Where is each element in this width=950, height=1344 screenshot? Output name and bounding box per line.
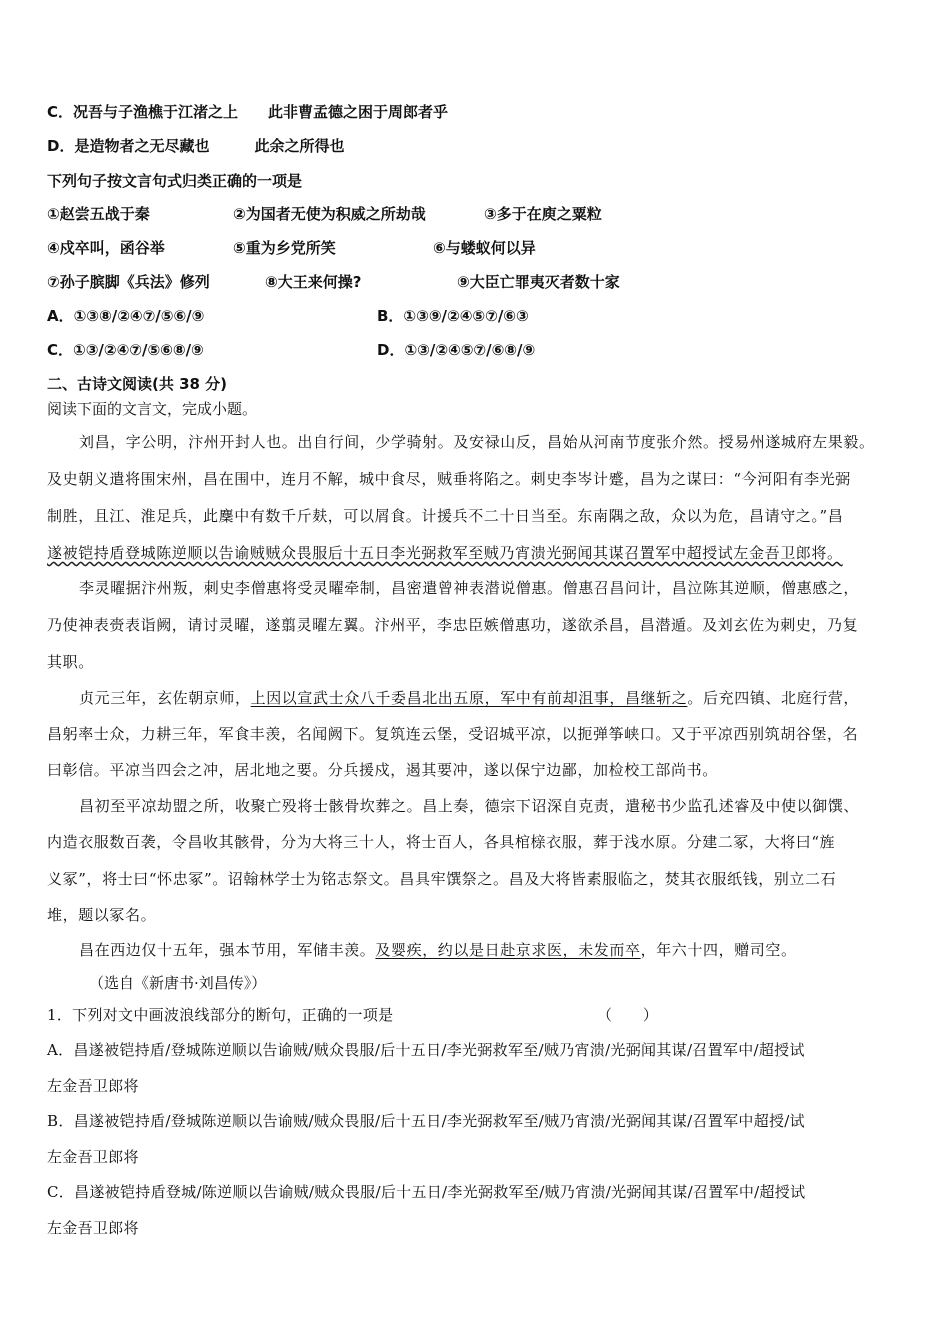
passage-p4-line2: 内造衣服数百袭，令昌收其骸骨，分为大将三十人，将士百人，各具棺榇衣服，葬于浅水原。分建二冢，大将曰“旌 <box>47 833 836 851</box>
passage-p3-line2: 昌躬率士众，力耕三年，军食丰羡，名闻阙下。复筑连云堡，受诏城平凉，以扼弹筝峡口。又于平凉西别筑胡谷堡，名 <box>47 725 859 743</box>
p5-text-before: 昌在西边仅十五年，强本节用，军储丰羡。 <box>79 941 376 959</box>
answer-option-b: B．①③⑨/②④⑤⑦/⑥③ <box>377 307 529 325</box>
passage-p2-line1: 李灵曜据汴州叛，刺史李僧惠将受灵曜牵制，昌密遣曾神表潜说僧惠。僧惠召昌问计，昌泣陈其逆顺，僧惠感之， <box>79 579 860 597</box>
passage-source: （选自《新唐书·刘昌传》） <box>89 974 267 992</box>
sentence-4: ④戍卒叫，函谷举 <box>47 239 165 257</box>
answer-option-c: C．①③/②④⑦/⑤⑥⑧/⑨ <box>47 341 204 359</box>
q1-option-a-line2: 左金吾卫郎将 <box>47 1077 139 1095</box>
passage-p1-line2: 及史朝义遣将围宋州，昌在围中，连月不解，城中食尽，贼垂将陷之。刺史李岑计蹙，昌为之谋曰：“今河阳有李光弼 <box>47 470 851 488</box>
passage-p5-line1 <box>79 940 797 960</box>
q1-option-b-line1: B．昌遂被铠持盾/登城陈逆顺以告谕贼/贼众畏服/后十五日/李光弼救军至/贼乃宵溃/光弼闻其谋/召置军中超授/试 <box>47 1112 805 1130</box>
q1-option-a-line1: A．昌遂被铠持盾/登城陈逆顺以告谕贼/贼众畏服/后十五日/李光弼救军至/贼乃宵溃/光弼闻其谋/召置军中/超授试 <box>47 1041 805 1059</box>
sentence-8: ⑧大王来何操? <box>265 273 362 291</box>
p3-text-before: 贞元三年，玄佐朝京师， <box>79 689 251 707</box>
passage-p2-line2: 乃使神表赍表诣阙，请讨灵曜，遂翦灵曜左翼。汴州平，李忠臣嫉僧惠功，遂欲杀昌，昌潜遁。及刘玄佐为刺史，乃复 <box>47 616 859 634</box>
passage-p4-line4: 堆，题以冢名。 <box>47 906 157 924</box>
passage-p1-line4 <box>47 543 843 563</box>
answer-paren: （ ） <box>597 1006 659 1024</box>
sentence-3: ③多于在庾之粟粒 <box>484 205 602 223</box>
passage-p2-line3: 其职。 <box>47 653 94 671</box>
sentence-1: ①赵尝五战于秦 <box>47 205 150 223</box>
question-stem: 下列句子按文言句式归类正确的一项是 <box>47 172 303 190</box>
q1-option-c-line1: C．昌遂被铠持盾登城/陈逆顺以告谕贼/贼众畏服/后十五日/李光弼救军至/贼乃宵溃/光弼闻其谋/召置军中/超授试 <box>47 1183 806 1201</box>
section-heading: 二、古诗文阅读(共 38 分) <box>47 375 228 393</box>
p3-text-after: 。后充四镇、北庭行营， <box>687 689 860 707</box>
passage-p4-line1: 昌初至平凉劫盟之所，收聚亡殁将士骸骨坎葬之。昌上奏，德宗下诏深自克责，遣秘书少监孔述睿及中使以御馔、 <box>79 797 860 815</box>
sentence-2: ②为国者无使为积威之所劫哉 <box>233 205 426 223</box>
q1-option-b-line2: 左金吾卫郎将 <box>47 1148 139 1166</box>
answer-option-a: A．①③⑧/②④⑦/⑤⑥/⑨ <box>47 307 205 325</box>
prev-option-c: C．况吾与子渔樵于江渚之上 此非曹孟德之困于周郎者乎 <box>47 103 449 121</box>
sentence-5: ⑤重为乡党所笑 <box>233 239 336 257</box>
answer-option-d: D．①③/②④⑤⑦/⑥⑧/⑨ <box>377 341 536 359</box>
sentence-9: ⑨大臣亡罪夷灭者数十家 <box>457 273 620 291</box>
passage-p4-line3: 义冢”，将士曰“怀忠冢”。诏翰林学士为铭志祭文。昌具牢馔祭之。昌及大将皆素服临之，焚其衣服纸钱，别立二石 <box>47 870 837 888</box>
wavy-underlined-sentence: 遂被铠持盾登城陈逆顺以告谕贼贼众畏服后十五日李光弼救军至贼乃宵溃光弼闻其谋召置军中超授试左金吾卫郎将。 <box>47 544 843 562</box>
underlined-sentence-2: 及婴疾，约以是日赴京求医，未发而卒 <box>375 941 641 959</box>
underlined-sentence-1: 上因以宣武士众八千委昌北出五原，军中有前却沮事，昌继斩之 <box>250 689 688 707</box>
p5-text-after: ，年六十四，赠司空。 <box>640 941 797 959</box>
prev-option-d: D．是造物者之无尽藏也 此余之所得也 <box>47 137 345 155</box>
sentence-7: ⑦孙子膑脚《兵法》修列 <box>47 273 210 291</box>
passage-p1-line3: 制胜，且江、淮足兵，此麇中有数千斤麸，可以屑食。计援兵不二十日当至。东南隅之敌，众以为危，昌请守之。”昌 <box>47 507 844 525</box>
question1-stem: 1．下列对文中画波浪线部分的断句，正确的一项是 <box>47 1006 394 1024</box>
passage-p3-line1 <box>79 688 859 708</box>
passage-p1-line1: 刘昌，字公明，汴州开封人也。出自行间，少学骑射。及安禄山反，昌始从河南节度张介然。授易州遂城府左果毅。 <box>79 433 875 451</box>
passage-p3-line3: 曰彰信。平凉当四会之冲，居北地之要。分兵援戍，遏其要冲，遂以保宁边鄙，加检校工部尚书。 <box>47 761 718 779</box>
section-instruction: 阅读下面的文言文，完成小题。 <box>47 400 258 418</box>
q1-option-c-line2: 左金吾卫郎将 <box>47 1219 139 1237</box>
sentence-6: ⑥与蝼蚁何以异 <box>433 239 536 257</box>
